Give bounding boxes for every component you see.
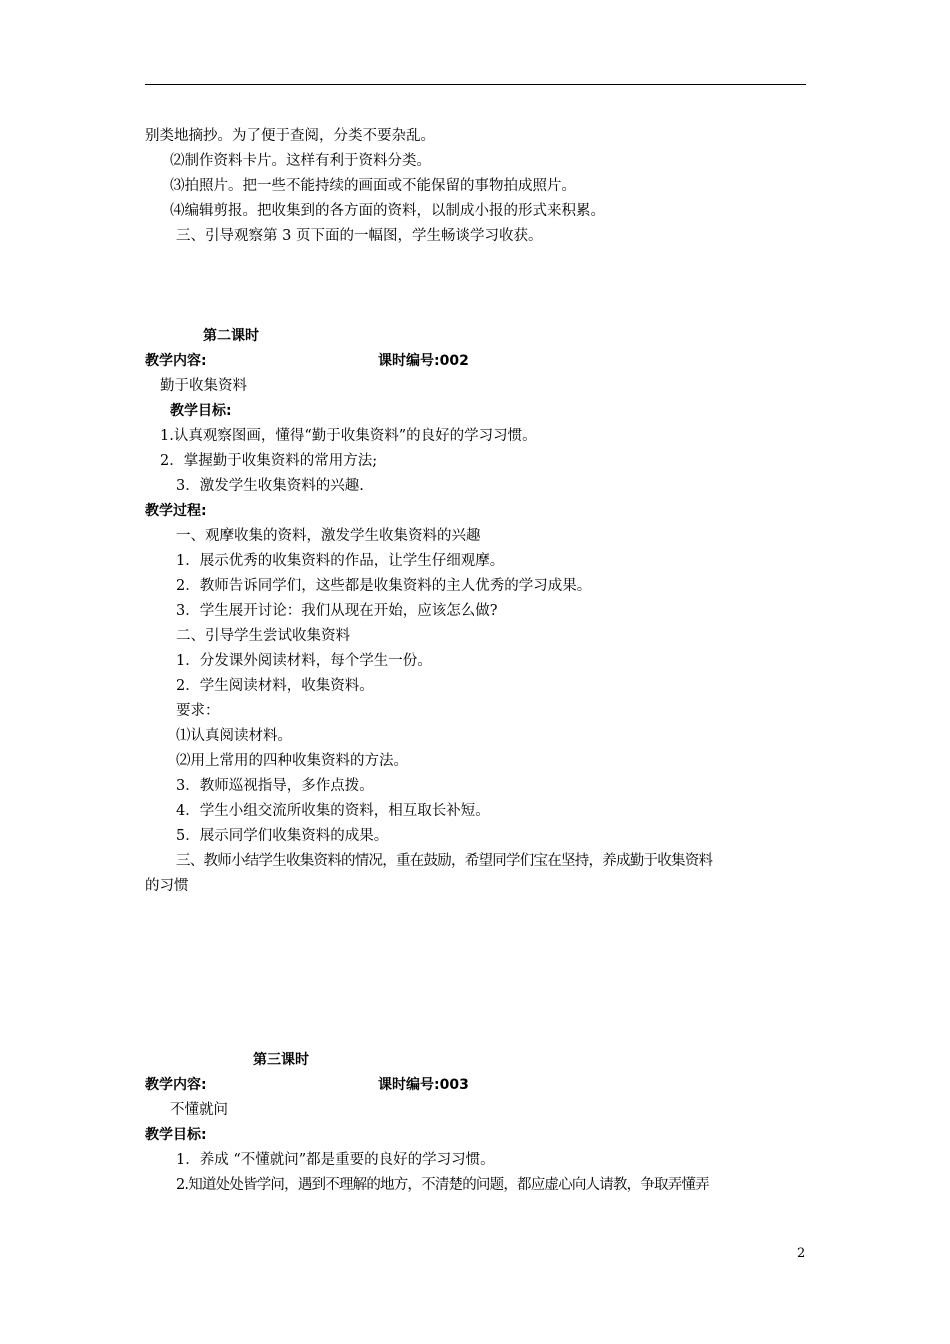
content-label: 教学内容: bbox=[145, 353, 207, 369]
text-line: ⑶拍照片。把一些不能持续的画面或不能保留的事物拍成照片。 bbox=[170, 178, 576, 194]
goal-item: 1．养成 “不懂就问”都是重要的良好的学习习惯。 bbox=[176, 1152, 495, 1168]
text-line: ⑵制作资料卡片。这样有利于资料分类。 bbox=[170, 153, 431, 169]
text-line: 三、引导观察第 3 页下面的一幅图，学生畅谈学习收获。 bbox=[176, 228, 543, 244]
process-item: 三、教师小结学生收集资料的情况，重在鼓励，希望同学们宝在坚持，养成勤于收集资料 bbox=[176, 853, 713, 869]
lesson-title: 第三课时 bbox=[253, 1052, 309, 1068]
header-rule bbox=[145, 84, 806, 85]
goals-label: 教学目标: bbox=[145, 1127, 207, 1143]
lesson-code: 课时编号:003 bbox=[378, 1077, 469, 1093]
process-item: 5．展示同学们收集资料的成果。 bbox=[176, 828, 389, 844]
process-item: 要求： bbox=[176, 703, 220, 719]
process-item: 4．学生小组交流所收集的资料，相互取长补短。 bbox=[176, 803, 490, 819]
process-item: ⑴认真阅读材料。 bbox=[176, 728, 292, 744]
process-item: 一、观摩收集的资料，激发学生收集资料的兴趣 bbox=[176, 528, 481, 544]
lesson-title: 第二课时 bbox=[203, 328, 259, 344]
goal-item: 3．激发学生收集资料的兴趣. bbox=[176, 478, 364, 494]
goal-item: 1.认真观察图画，懂得“勤于收集资料”的良好的学习习惯。 bbox=[160, 428, 537, 444]
goal-item: 2．掌握勤于收集资料的常用方法; bbox=[160, 453, 378, 469]
process-item: 3．学生展开讨论：我们从现在开始，应该怎么做? bbox=[176, 603, 498, 619]
page-number: 2 bbox=[797, 1246, 806, 1261]
lesson-code: 课时编号:002 bbox=[378, 353, 469, 369]
lesson-topic: 勤于收集资料 bbox=[160, 378, 247, 394]
process-label: 教学过程: bbox=[145, 503, 207, 519]
text-line: ⑷编辑剪报。把收集到的各方面的资料，以制成小报的形式来积累。 bbox=[170, 203, 605, 219]
process-item: ⑵用上常用的四种收集资料的方法。 bbox=[176, 753, 408, 769]
process-item: 2．教师告诉同学们，这些都是收集资料的主人优秀的学习成果。 bbox=[176, 578, 592, 594]
goals-label: 教学目标: bbox=[170, 403, 232, 419]
process-item: 2．学生阅读材料，收集资料。 bbox=[176, 678, 374, 694]
process-item: 的习惯 bbox=[145, 878, 189, 894]
content-label: 教学内容: bbox=[145, 1077, 207, 1093]
process-item: 二、引导学生尝试收集资料 bbox=[176, 628, 350, 644]
process-item: 3．教师巡视指导，多作点拨。 bbox=[176, 778, 374, 794]
goal-item: 2.知道处处皆学问，遇到不理解的地方，不清楚的问题，都应虚心向人请教，争取弄懂弄 bbox=[176, 1177, 709, 1193]
process-item: 1．分发课外阅读材料，每个学生一份。 bbox=[176, 653, 432, 669]
process-item: 1．展示优秀的收集资料的作品，让学生仔细观摩。 bbox=[176, 553, 505, 569]
text-line: 别类地摘抄。为了便于查阅，分类不要杂乱。 bbox=[145, 128, 435, 144]
lesson-topic: 不懂就问 bbox=[170, 1102, 228, 1118]
